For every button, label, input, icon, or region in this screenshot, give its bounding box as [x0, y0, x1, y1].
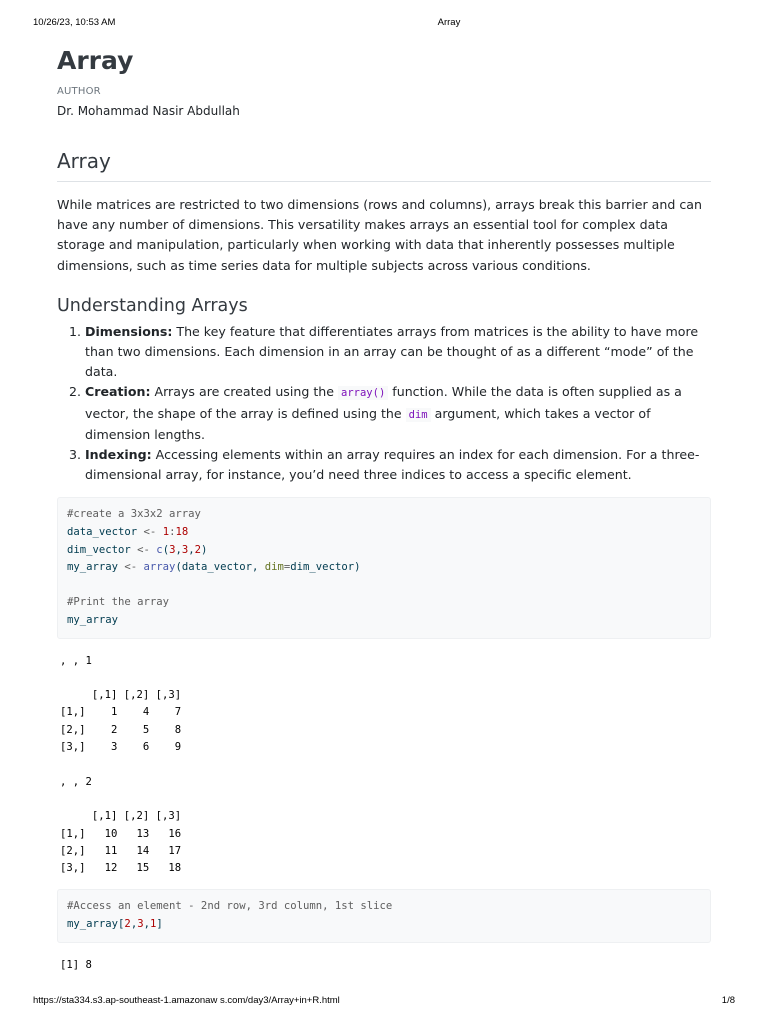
print-header [0, 17, 768, 31]
code-comment: #Access an element - 2nd row, 3rd column, 1st slice [67, 900, 393, 913]
list-item [85, 322, 711, 383]
subsection-heading: Understanding Arrays [57, 295, 248, 316]
author-label: AUTHOR [57, 86, 101, 97]
print-footer [0, 995, 768, 1009]
list-item [85, 382, 711, 445]
inline-code: array() [338, 386, 388, 400]
document-body [57, 44, 711, 974]
code-line: dim_vector <- c(3,3,2) [67, 543, 208, 556]
list-item [85, 445, 711, 485]
code-output-array: , , 1 [,1] [,2] [,3] [1,] 1 4 7 [2,] 2 5 8 [3,] 3 6 9 , , 2 [,1] [,2] [,3] [1,] 10 13 16 [2,] 11 14 17 [3,] 12 15 18 [60, 654, 182, 875]
list-item-term: Creation: [85, 384, 151, 400]
inline-code: dim [406, 408, 431, 422]
print-title: Array [437, 17, 461, 28]
section-heading: Array [57, 147, 711, 182]
list-item-text: Arrays are created using the [150, 384, 339, 400]
code-line: data_vector <- 1:18 [67, 526, 189, 539]
code-blank-line [67, 577, 701, 595]
print-url: https://sta334.s3.ap-southeast-1.amazonaw s.com/day3/Array+in+R.html [33, 995, 340, 1006]
list-item-text: argument, which takes a vector of dimension lengths. [85, 405, 651, 442]
code-comment: #create a 3x3x2 array [67, 508, 201, 521]
code-output-element: [1] 8 [60, 958, 92, 971]
concept-list [57, 322, 711, 486]
print-datetime: 10/26/23, 10:53 AM [33, 17, 116, 28]
code-line: my_array [67, 614, 119, 626]
list-item-term: Indexing: [85, 447, 152, 463]
code-line: my_array[2,3,1] [67, 918, 163, 931]
list-item-term: Dimensions: [85, 323, 173, 339]
code-line: my_array <- array(data_vector, dim=dim_vector) [67, 561, 361, 574]
code-block-create-array[interactable] [57, 497, 711, 638]
intro-paragraph: While matrices are restricted to two dimensions (rows and columns), arrays break this barrier and can have any number of dimensions. This versatility makes arrays an essential tool for complex data storage and manipulation, particularly when working with data that inherently possesses multiple dimensions, such as time series data for multiple subjects across various conditions. [57, 197, 702, 273]
page-title: Array [57, 46, 134, 75]
author-name: Dr. Mohammad Nasir Abdullah [57, 104, 240, 118]
code-block-access-element[interactable] [57, 889, 711, 942]
list-item-text: The key feature that differentiates arrays from matrices is the ability to have more than two dimensions. Each dimension in an array can be thought of as a different “mode” of the data. [85, 323, 699, 380]
code-comment: #Print the array [67, 596, 170, 609]
list-item-text: function. While the data is often supplied as a vector, the shape of the array is defined using the [85, 384, 682, 421]
list-item-text: Accessing elements within an array requires an index for each dimension. For a three-dimensional array, for instance, you’d need three indices to access a specific element. [85, 447, 700, 483]
print-page-number: 1/8 [721, 995, 735, 1006]
